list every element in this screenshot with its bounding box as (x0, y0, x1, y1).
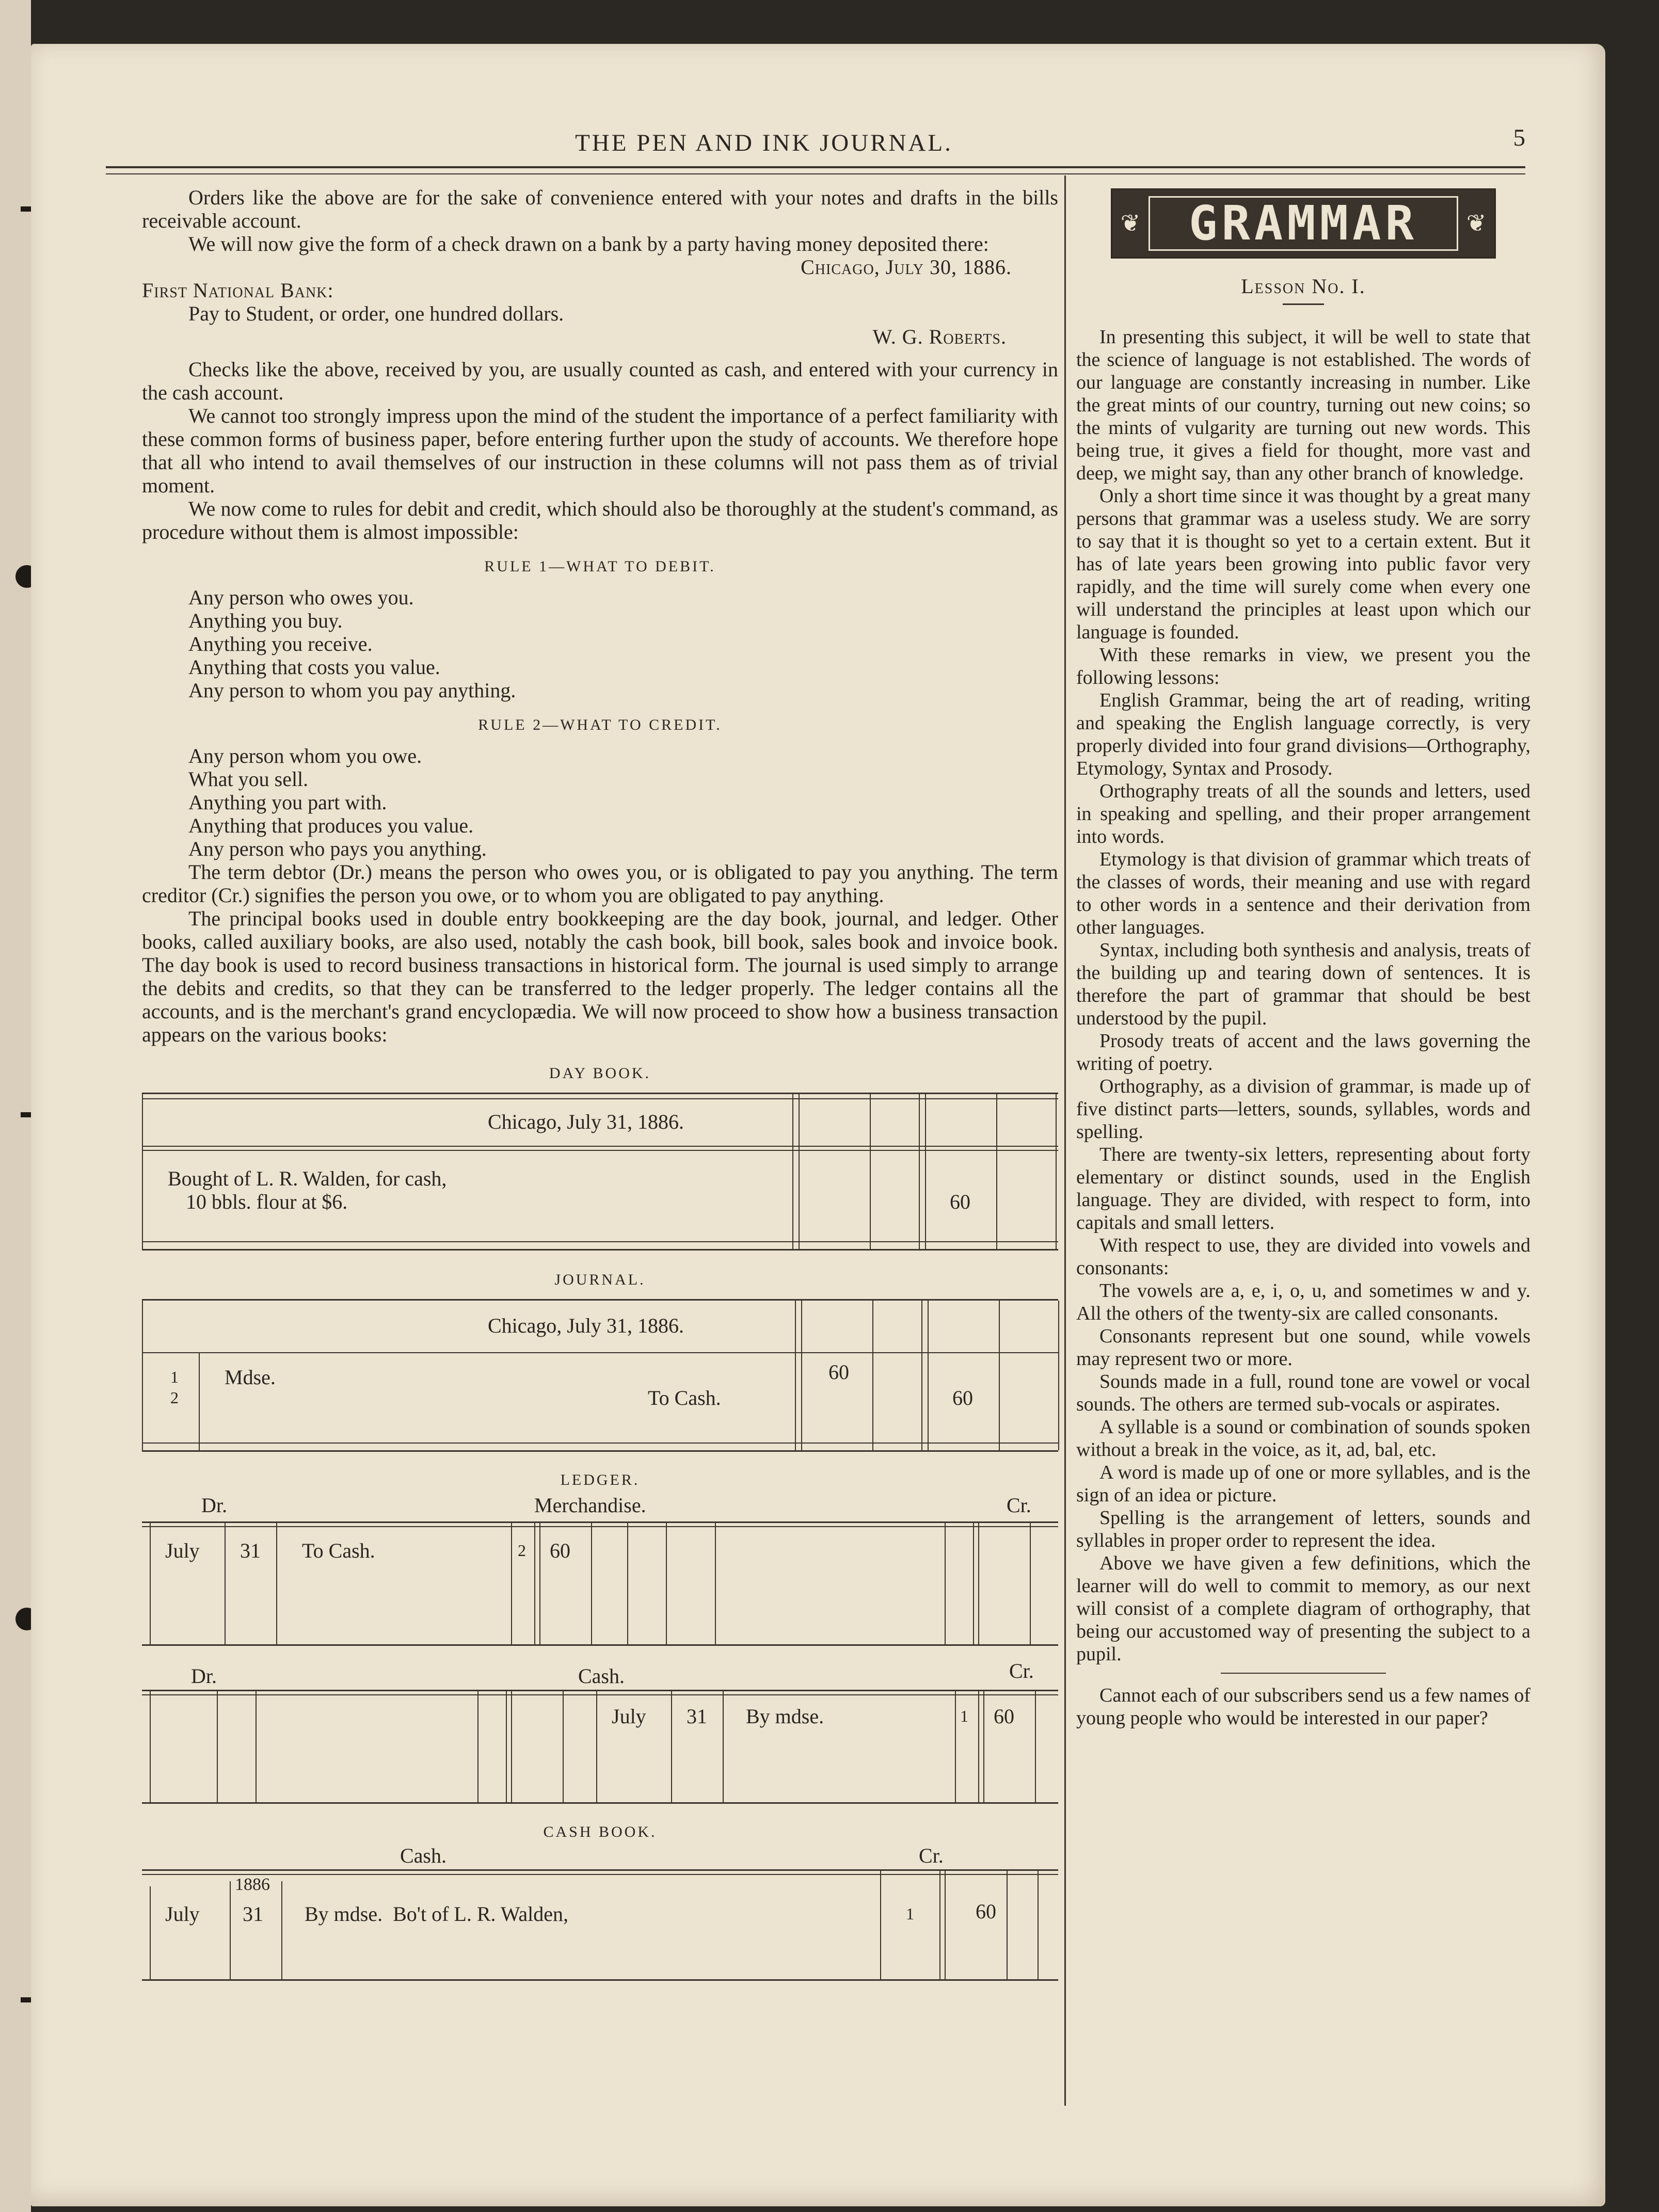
rule-1-list (188, 586, 1058, 702)
closing-note: Cannot each of our subscribers send us a few names of young people who would be interested in our paper? (1076, 1685, 1530, 1729)
paragraph: We cannot too strongly impress upon the mind of the student the importance of a perfect familiarity with these common forms of business paper, before entering further upon the study of accounts. We therefore hope that all who intend to avail themselves of our instruction in these columns will not pass them as of trivial moment. (142, 404, 1058, 497)
day-book-table (142, 1093, 1058, 1251)
table-rule (256, 1691, 257, 1802)
paragraph: Etymology is that division of grammar which treats of the classes of words, their meaning and use with regard to other words in a sentence and their derivation from other languages. (1076, 848, 1530, 938)
rule-1-heading: RULE 1—WHAT TO DEBIT. (484, 558, 716, 575)
binding-margin (0, 0, 31, 2212)
table-rule (973, 1523, 974, 1644)
column-divider (1064, 175, 1066, 2106)
table-rule (1007, 1871, 1008, 1979)
table-rule (872, 1301, 873, 1450)
section-separator (1221, 1673, 1386, 1674)
scroll-ornament-icon: ❦ (1466, 210, 1487, 236)
table-rule (801, 1301, 802, 1450)
list-item: What you sell. (188, 767, 309, 791)
paragraph: Orthography, as a division of grammar, is made up of five distinct parts—letters, sounds, syllables, words and spelling. (1076, 1076, 1530, 1143)
table-rule (799, 1094, 800, 1249)
table-rule (217, 1691, 218, 1802)
paragraph: With respect to use, they are divided into vowels and consonants: (1076, 1235, 1530, 1279)
table-rule (142, 1874, 1058, 1875)
paragraph: Above we have given a few definitions, which the learner will do well to commit to memory, as our next will consist of a complete diagram of orthography, that being our accustomed way of presenting the subject to a pupil. (1076, 1552, 1530, 1665)
journal-credit-amount: 60 (952, 1386, 973, 1409)
check-bank: First National Bank: (142, 279, 334, 302)
table-rule (792, 1094, 793, 1249)
cash-book-cash-label: Cash. (400, 1844, 446, 1867)
day-book-entry: 10 bbls. flour at $6. (186, 1190, 348, 1213)
table-rule (1038, 1871, 1039, 1979)
banner-title: GRAMMAR (1148, 196, 1458, 251)
paragraph: English Grammar, being the art of reading, writing and speaking the English language correctly, is very properly divided into four grand divisions—Orthography, Etymology, Syntax and Prosody. (1076, 690, 1530, 779)
ledger-cash-table (142, 1690, 1058, 1804)
paragraph: The term debtor (Dr.) means the person who owes you, or is obligated to pay you anything. The term creditor (Cr.) signifies the person you owe, or to whom you are obligated to pay anything. (142, 860, 1058, 907)
table-rule (1056, 1094, 1057, 1249)
table-rule (477, 1691, 478, 1802)
table-rule (199, 1352, 200, 1450)
table-rule (142, 1098, 1058, 1099)
table-rule (596, 1691, 597, 1802)
paragraph: With these remarks in view, we present you the following lessons: (1076, 644, 1530, 688)
list-item: Anything you buy. (188, 609, 343, 632)
journal-folio: 2 (170, 1388, 179, 1407)
ledger-dr-label: Dr. (191, 1664, 217, 1688)
ledger-description: By mdse. (746, 1705, 824, 1728)
paragraph: Syntax, including both synthesis and analysis, treats of the building up and tearing down of sentences. It is therefore the part of grammar that should be best understood by the pupil. (1076, 939, 1530, 1029)
ledger-account-name: Cash. (578, 1664, 625, 1688)
cash-book-month: July (165, 1902, 200, 1926)
table-rule (671, 1691, 672, 1802)
table-rule (925, 1094, 926, 1249)
table-rule (978, 1523, 979, 1644)
table-rule (142, 1150, 1058, 1151)
table-rule (230, 1881, 231, 1979)
scroll-ornament-icon: ❦ (1120, 210, 1141, 236)
day-book-date: Chicago, July 31, 1886. (488, 1110, 684, 1133)
table-rule (511, 1523, 512, 1644)
table-rule (983, 1691, 984, 1802)
table-rule (627, 1523, 628, 1644)
paragraph: Checks like the above, received by you, are usually counted as cash, and entered with your currency in the cash account. (142, 358, 1058, 404)
ledger-folio: 1 (960, 1707, 968, 1725)
ledger-cash-labels (142, 1659, 1058, 1690)
table-rule (511, 1691, 512, 1802)
paragraph: The vowels are a, e, i, o, u, and sometimes w and y. All the others of the twenty-six are called consonants. (1076, 1280, 1530, 1324)
table-rule (919, 1094, 920, 1249)
ledger-day: 31 (687, 1705, 707, 1728)
paragraph: We will now give the form of a check drawn on a bank by a party having money deposited there: (188, 232, 989, 255)
table-rule (142, 1694, 1058, 1695)
cash-book-labels (142, 1844, 1058, 1869)
table-rule (142, 1301, 143, 1450)
journal-debit-amount: 60 (828, 1360, 849, 1384)
page-number: 5 (1513, 124, 1525, 151)
table-rule (142, 1241, 1058, 1242)
short-rule (1283, 303, 1324, 305)
paragraph: Consonants represent but one sound, while vowels may represent two or more. (1076, 1325, 1530, 1370)
table-rule (921, 1301, 922, 1450)
paragraph: Prosody treats of accent and the laws governing the writing of poetry. (1076, 1030, 1530, 1075)
check-signer: W. G. Roberts. (872, 325, 1007, 348)
paragraph: In presenting this subject, it will be well to state that the science of language is not established. The words of our language are constantly increasing in number. Like the great mints of our country, turning out new coins; so the mints of vulgarity are turning out new words. This being true, it gives a field for thought, more vast and deep, we might say, than any other branch of knowledge. (1076, 326, 1530, 484)
ledger-month: July (165, 1539, 200, 1562)
journal-credit-account: To Cash. (648, 1386, 721, 1409)
table-rule (1030, 1523, 1031, 1644)
paragraph: Spelling is the arrangement of letters, sounds and syllables in proper order to represent the idea. (1076, 1507, 1530, 1551)
ledger-folio: 2 (518, 1541, 526, 1560)
table-rule (996, 1094, 997, 1249)
journal-table (142, 1299, 1058, 1452)
table-rule (978, 1691, 979, 1802)
list-item: Any person who pays you anything. (188, 837, 487, 860)
check-date: Chicago, July 30, 1886. (801, 255, 1012, 279)
paragraph: The principal books used in double entry bookkeeping are the day book, journal, and ledger. Other books, called auxiliary books, are also used, notably the cash book, bill book, sales book and invoice book. The day book is used to record business transactions in historical form. The journal is used simply to arrange the debits and credits, so that they can be transferred to the ledger properly. The ledger contains all the accounts, and is the merchant's grand encyclopædia. We will now proceed to show how a business transaction appears on the various books: (142, 907, 1058, 1046)
table-rule (715, 1523, 716, 1644)
table-rule (1058, 1301, 1059, 1450)
table-rule (142, 1146, 1058, 1147)
page-header (106, 124, 1525, 170)
table-rule (999, 1301, 1000, 1450)
paragraph: Orthography treats of all the sounds and letters, used in speaking and spelling, and their proper arrangement into words. (1076, 780, 1530, 847)
table-rule (150, 1691, 151, 1802)
cash-book-table (142, 1869, 1058, 1981)
table-rule (591, 1523, 592, 1644)
ledger-account-name: Merchandise. (534, 1494, 646, 1517)
paragraph: Only a short time since it was thought by a great many persons that grammar was a useless study. We are sorry to say that it is thought so yet to a certain extent. But it has of late years been growing into public favor very rapidly, and the time will surely come when every one will understand the principles at least upon which our language is founded. (1076, 485, 1530, 643)
day-book-entry: Bought of L. R. Walden, for cash, (168, 1167, 447, 1190)
journal-title: THE PEN AND INK JOURNAL. (575, 130, 953, 156)
cash-book-day: 31 (243, 1902, 263, 1926)
table-rule (1035, 1691, 1036, 1802)
table-rule (563, 1691, 564, 1802)
table-rule (276, 1523, 277, 1644)
cash-book-folio: 1 (906, 1904, 914, 1923)
cash-book-year: 1886 (235, 1875, 270, 1894)
table-rule (880, 1871, 881, 1979)
paragraph: We now come to rules for debit and credit, which should also be thoroughly at the student's command, as procedure without them is almost impossible: (142, 497, 1058, 543)
cash-book-cr-label: Cr. (919, 1844, 944, 1867)
table-rule (723, 1691, 724, 1802)
list-item: Anything that produces you value. (188, 814, 474, 837)
list-item: Anything you receive. (188, 632, 373, 655)
table-rule (534, 1523, 535, 1644)
paragraph: There are twenty-six letters, representing about forty elementary or distinct sounds, used in the English language. They are divided, with respect to form, into capitals and small letters. (1076, 1144, 1530, 1233)
table-rule (142, 1526, 1058, 1527)
ledger-cr-label: Cr. (1009, 1659, 1034, 1682)
cash-book-heading: CASH BOOK. (543, 1823, 657, 1840)
right-column (1076, 186, 1530, 1729)
journal-date: Chicago, July 31, 1886. (488, 1314, 684, 1337)
ledger-dr-label: Dr. (201, 1494, 227, 1517)
cash-book-description: By mdse. Bo't of L. R. Walden, (305, 1902, 568, 1926)
list-item: Anything that costs you value. (188, 655, 440, 679)
rule-2-list (188, 744, 1058, 860)
table-rule (945, 1871, 946, 1979)
table-rule (928, 1301, 929, 1450)
journal-folio: 1 (170, 1368, 179, 1386)
table-rule (150, 1886, 151, 1979)
list-item: Any person whom you owe. (188, 744, 422, 767)
paragraph: A syllable is a sound or combination of sounds spoken without a break in the voice, as it, ad, bal, etc. (1076, 1416, 1530, 1461)
ledger-amount: 60 (994, 1705, 1014, 1728)
ledger-cr-label: Cr. (1007, 1494, 1031, 1517)
table-rule (142, 1094, 143, 1249)
table-rule (506, 1691, 507, 1802)
table-rule (945, 1523, 946, 1644)
paragraph: Sounds made in a full, round tone are vowel or vocal sounds. The others are termed sub-vocals or aspirates. (1076, 1371, 1530, 1415)
cash-book-amount: 60 (976, 1900, 996, 1923)
table-rule (870, 1094, 871, 1249)
table-rule (225, 1523, 226, 1644)
ledger-merch-labels (142, 1493, 1058, 1521)
grammar-banner (1111, 188, 1496, 259)
check-pay-line: Pay to Student, or order, one hundred dollars. (188, 302, 564, 325)
table-rule (955, 1691, 956, 1802)
journal-debit-account: Mdse. (225, 1366, 276, 1389)
paragraph: A word is made up of one or more syllables, and is the sign of an idea or picture. (1076, 1462, 1530, 1506)
rule-2-heading: RULE 2—WHAT TO CREDIT. (478, 716, 722, 733)
paragraph: Orders like the above are for the sake of convenience entered with your notes and drafts in the bills receivable account. (142, 186, 1058, 232)
table-rule (539, 1523, 540, 1644)
ledger-month: July (612, 1705, 646, 1728)
list-item: Any person to whom you pay anything. (188, 679, 516, 702)
table-rule (666, 1523, 667, 1644)
ledger-merchandise-table (142, 1521, 1058, 1646)
table-rule (281, 1881, 282, 1979)
ledger-day: 31 (240, 1539, 261, 1562)
day-book-amount: 60 (950, 1190, 970, 1213)
ledger-amount: 60 (550, 1539, 570, 1562)
table-rule (150, 1523, 151, 1644)
list-item: Anything you part with. (188, 791, 387, 814)
header-rule (106, 166, 1525, 174)
ledger-description: To Cash. (302, 1539, 375, 1562)
left-column (142, 186, 1058, 1981)
table-rule (795, 1301, 796, 1450)
lesson-title: Lesson No. I. (1241, 275, 1366, 298)
table-rule (142, 1352, 1058, 1353)
ledger-heading: LEDGER. (560, 1471, 640, 1488)
day-book-heading: DAY BOOK. (549, 1065, 651, 1082)
list-item: Any person who owes you. (188, 586, 414, 609)
table-rule (939, 1871, 940, 1979)
table-rule (142, 1442, 1058, 1444)
journal-heading: JOURNAL. (554, 1271, 646, 1288)
